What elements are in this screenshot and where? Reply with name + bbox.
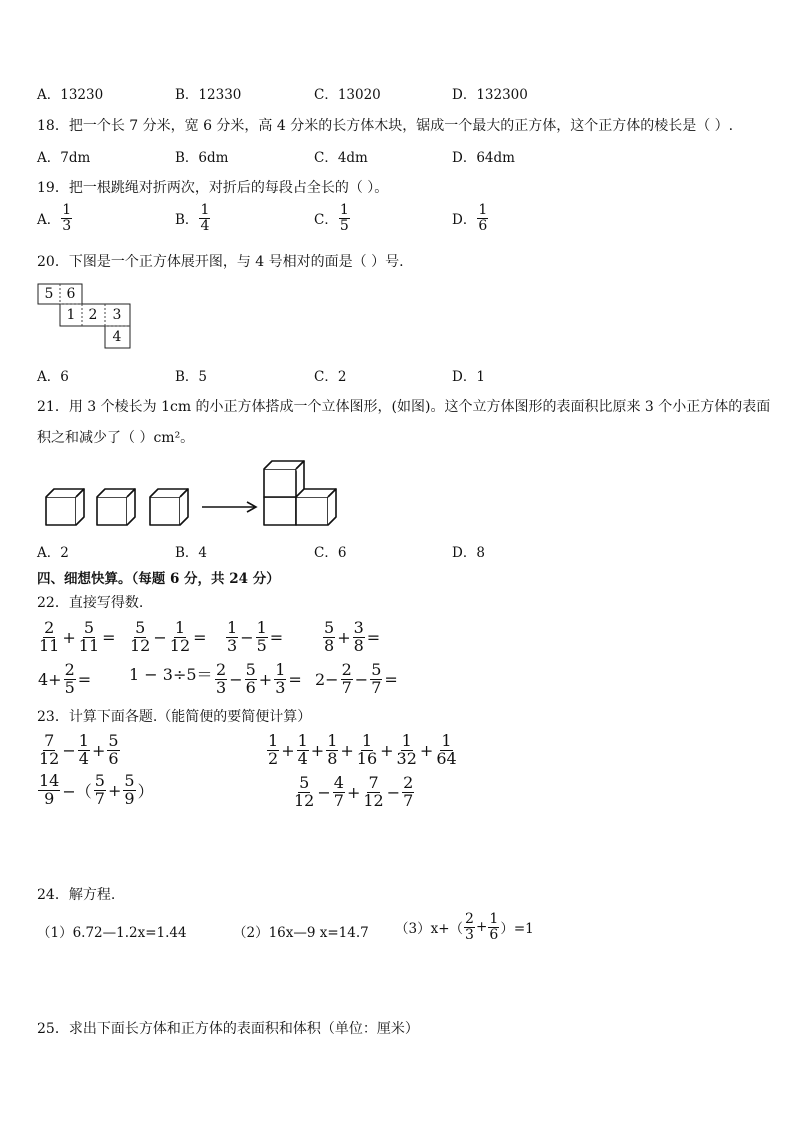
math-operator: = <box>77 669 92 689</box>
q17-option-b: B．12330 <box>175 87 242 103</box>
math-operator: 2− <box>315 669 339 689</box>
q24-equation-3 <box>395 912 534 942</box>
cubes-diagram <box>40 455 350 530</box>
fraction-denominator: 16 <box>356 748 378 768</box>
math-operator: + <box>281 740 295 760</box>
q18-option-a: A．7dm <box>37 150 91 166</box>
q20-text: 20．下图是一个正方体展开图，与 4 号相对的面是（ ）号. <box>37 254 404 270</box>
fraction-denominator: 7 <box>371 677 382 697</box>
fraction-numerator: 5 <box>299 773 310 792</box>
fraction-denominator: 7 <box>403 790 414 810</box>
fraction <box>341 662 353 697</box>
q20-option-a: A．6 <box>37 369 69 385</box>
fraction-denominator: 8 <box>324 635 335 655</box>
q25-title: 25．求出下面长方体和正方体的表面积和体积（单位：厘米） <box>37 1021 419 1037</box>
fraction-numerator: 1 <box>275 660 286 679</box>
fraction <box>396 733 418 768</box>
small-cube-3 <box>150 489 188 525</box>
fraction-numerator: 2 <box>44 618 55 637</box>
fraction-numerator: 4 <box>333 773 344 792</box>
q20-option-d: D．1 <box>452 369 485 385</box>
fraction-denominator: 6 <box>108 748 119 768</box>
fraction <box>356 733 378 768</box>
net-face-1: 1 <box>66 307 76 323</box>
eq3-prefix: （3）x+（ <box>395 921 464 938</box>
math-operator: + <box>380 740 394 760</box>
q18-option-c: C．4dm <box>314 150 368 166</box>
math-operator: − <box>229 669 243 689</box>
q22-row1-expr4 <box>322 620 381 655</box>
q21-text-line2: 积之和减少了（ ）cm²。 <box>37 430 195 446</box>
fraction <box>267 733 279 768</box>
q22-row2-expr3 <box>214 662 303 697</box>
eq3-plus: + <box>476 919 488 936</box>
fraction-denominator: 7 <box>341 677 352 697</box>
q22-row2-expr1 <box>37 662 92 697</box>
q18-option-b: B．6dm <box>175 150 229 166</box>
fraction: $\frac{1}{3}$ <box>62 202 72 234</box>
fraction-numerator: 2 <box>216 660 227 679</box>
option-label: D． <box>452 212 477 229</box>
fraction-denominator: 4 <box>297 748 308 768</box>
fraction-denominator: 7 <box>333 790 344 810</box>
fraction-denominator: 32 <box>396 748 417 768</box>
fraction-numerator: 1 <box>227 618 238 637</box>
fraction <box>293 775 315 810</box>
fraction <box>94 773 106 808</box>
option-label: B． <box>175 212 199 229</box>
math-operator: + <box>310 740 325 760</box>
fraction <box>38 773 60 808</box>
math-operator: = <box>384 669 398 689</box>
fraction <box>64 662 76 697</box>
fraction <box>435 733 457 768</box>
q17-option-a: A．13230 <box>37 87 104 103</box>
q17-option-c: C．13020 <box>314 87 381 103</box>
fraction-denominator: 8 <box>327 748 338 768</box>
fraction <box>297 733 309 768</box>
eq3-suffix: ）=1 <box>500 921 534 938</box>
q23-title: 23．计算下面各题.（能简便的要简便计算） <box>37 709 312 725</box>
q21-option-d: D．8 <box>452 545 485 561</box>
math-operator: = <box>193 627 207 647</box>
q24-title: 24．解方程. <box>37 887 116 903</box>
fraction-numerator: 5 <box>371 660 382 679</box>
arrow-icon <box>202 502 256 512</box>
q21-option-a: A．2 <box>37 545 69 561</box>
fraction-numerator: 1 <box>327 731 338 750</box>
fraction-numerator: 5 <box>124 771 135 790</box>
fraction-denominator: 64 <box>436 748 457 768</box>
fraction-denominator: 8 <box>353 635 364 655</box>
fraction-denominator: 11 <box>78 635 100 655</box>
q18-text: 18．把一个长 7 分米，宽 6 分米，高 4 分米的长方体木块，锯成一个最大的正方体，这个正方体的棱长是（ ）. <box>37 118 734 134</box>
fraction <box>245 662 257 697</box>
combined-shape <box>264 461 336 525</box>
q22-row2-expr4 <box>314 662 399 697</box>
math-operator: + <box>62 627 76 647</box>
math-operator: + <box>107 780 122 800</box>
math-operator: = <box>366 627 381 647</box>
q19-option-a <box>37 203 73 233</box>
math-operator: + <box>340 740 354 760</box>
fraction-numerator: 1 <box>441 731 452 750</box>
math-operator: + <box>337 627 351 647</box>
small-cube-2 <box>97 489 135 525</box>
fraction-numerator: 5 <box>135 618 146 637</box>
fraction-numerator: 1 <box>401 731 412 750</box>
fraction: $\frac{1}{6}$ <box>478 202 488 234</box>
net-face-6: 6 <box>66 286 76 302</box>
fraction-numerator: 7 <box>368 773 379 792</box>
math-operator: = <box>269 627 284 647</box>
fraction-numerator: 5 <box>324 618 335 637</box>
math-operator: + <box>91 740 106 760</box>
fraction <box>353 620 365 655</box>
q22-title: 22．直接写得数. <box>37 595 144 611</box>
q19-option-d <box>452 203 489 233</box>
q21-text-line1: 21．用 3 个棱长为 1cm 的小正方体搭成一个立体图形，(如图)。这个立方体图形的表面积比原来 3 个小正方体的表面 <box>37 399 771 415</box>
fraction-denominator: 12 <box>294 790 315 810</box>
q24-equation-1: （1）6.72—1.2x=1.44 <box>37 925 187 941</box>
fraction-numerator: 1 <box>297 731 308 750</box>
q17-option-d: D．132300 <box>452 87 528 103</box>
fraction-denominator: 5 <box>256 635 267 655</box>
fraction-denominator: 2 <box>268 748 279 768</box>
fraction-denominator: 7 <box>94 788 105 808</box>
math-operator: ） <box>137 781 154 801</box>
fraction-numerator: 5 <box>94 771 105 790</box>
fraction <box>402 775 414 810</box>
fraction-denominator: 3 <box>275 677 286 697</box>
q23-expr2 <box>266 733 459 768</box>
q22-row1-expr3 <box>225 620 284 655</box>
fraction-denominator: 12 <box>39 748 60 768</box>
fraction <box>323 620 335 655</box>
fraction-denominator: 5 <box>64 677 75 697</box>
fraction <box>333 775 345 810</box>
fraction-numerator: 1 <box>78 731 89 750</box>
fraction <box>129 620 151 655</box>
fraction-denominator: 6 <box>245 677 256 697</box>
q19-option-b <box>175 203 211 233</box>
fraction-denominator: 9 <box>124 788 135 808</box>
q23-expr1 <box>37 733 121 768</box>
fraction <box>123 773 135 808</box>
fraction-numerator: 2 <box>341 660 352 679</box>
fraction <box>370 662 382 697</box>
math-operator: + <box>258 669 273 689</box>
section-heading: 四、细想快算。（每题 6 分，共 24 分） <box>37 571 280 587</box>
fraction <box>215 662 227 697</box>
q19-option-c <box>314 203 351 233</box>
fraction <box>38 620 60 655</box>
fraction-denominator: 3 <box>216 677 227 697</box>
fraction: $\frac{1}{5}$ <box>339 202 349 234</box>
q21-option-b: B．4 <box>175 545 208 561</box>
math-operator: 4+ <box>38 669 62 689</box>
fraction-numerator: 2 <box>64 660 75 679</box>
fraction-denominator: 9 <box>44 788 55 808</box>
fraction-numerator: 1 <box>268 731 279 750</box>
math-operator: + <box>419 740 434 760</box>
fraction: $\frac{1}{6}$ <box>489 911 499 943</box>
fraction <box>274 662 286 697</box>
math-operator: 1 − 3÷5＝ <box>129 665 213 684</box>
fraction <box>169 620 191 655</box>
small-cube-1 <box>46 489 84 525</box>
net-face-4: 4 <box>112 329 122 345</box>
q24-equation-2: （2）16x—9 x=14.7 <box>233 925 369 941</box>
q22-row2-expr2 <box>128 662 214 685</box>
q21-option-c: C．6 <box>314 545 347 561</box>
fraction-denominator: 12 <box>363 790 384 810</box>
net-face-5: 5 <box>44 286 54 302</box>
fraction-denominator: 12 <box>130 635 151 655</box>
math-operator: + <box>346 782 361 802</box>
fraction-numerator: 14 <box>39 771 60 790</box>
fraction-denominator: 11 <box>39 635 60 655</box>
fraction-numerator: 1 <box>174 618 186 637</box>
math-operator: − <box>354 669 369 689</box>
math-operator: − <box>240 627 254 647</box>
fraction <box>38 733 60 768</box>
option-label: C． <box>314 212 338 229</box>
fraction-denominator: 4 <box>78 748 89 768</box>
q22-row1-expr2 <box>128 620 208 655</box>
fraction-numerator: 1 <box>361 731 373 750</box>
fraction-numerator: 5 <box>245 660 256 679</box>
fraction-numerator: 5 <box>83 618 95 637</box>
net-face-3: 3 <box>112 307 122 323</box>
fraction: $\frac{2}{3}$ <box>465 911 474 943</box>
q22-row1-expr1 <box>37 620 117 655</box>
math-operator: − <box>62 740 76 760</box>
fraction <box>226 620 238 655</box>
math-operator: − <box>386 782 401 802</box>
fraction-numerator: 5 <box>108 731 119 750</box>
math-operator: − <box>317 782 331 802</box>
math-operator: − <box>153 627 167 647</box>
math-operator: = <box>102 627 116 647</box>
cube-net-diagram <box>37 283 137 353</box>
q23-expr3 <box>37 773 155 808</box>
fraction <box>326 733 338 768</box>
fraction <box>362 775 384 810</box>
fraction-numerator: 7 <box>44 731 55 750</box>
q20-option-b: B．5 <box>175 369 208 385</box>
fraction-numerator: 3 <box>353 618 364 637</box>
fraction <box>78 620 100 655</box>
q20-option-c: C．2 <box>314 369 347 385</box>
math-operator: = <box>288 669 302 689</box>
fraction-numerator: 2 <box>403 773 414 792</box>
fraction <box>78 733 90 768</box>
fraction-numerator: 1 <box>256 618 267 637</box>
option-label: A． <box>37 212 61 229</box>
q19-text: 19．把一根跳绳对折两次，对折后的每段占全长的（ ）。 <box>37 180 389 196</box>
fraction-denominator: 12 <box>169 635 191 655</box>
math-operator: −（ <box>62 781 92 801</box>
fraction <box>107 733 119 768</box>
fraction <box>256 620 268 655</box>
net-face-2: 2 <box>88 307 98 323</box>
fraction: $\frac{1}{4}$ <box>200 202 210 234</box>
fraction-denominator: 3 <box>227 635 238 655</box>
q18-option-d: D．64dm <box>452 150 515 166</box>
q23-expr4 <box>292 775 415 810</box>
